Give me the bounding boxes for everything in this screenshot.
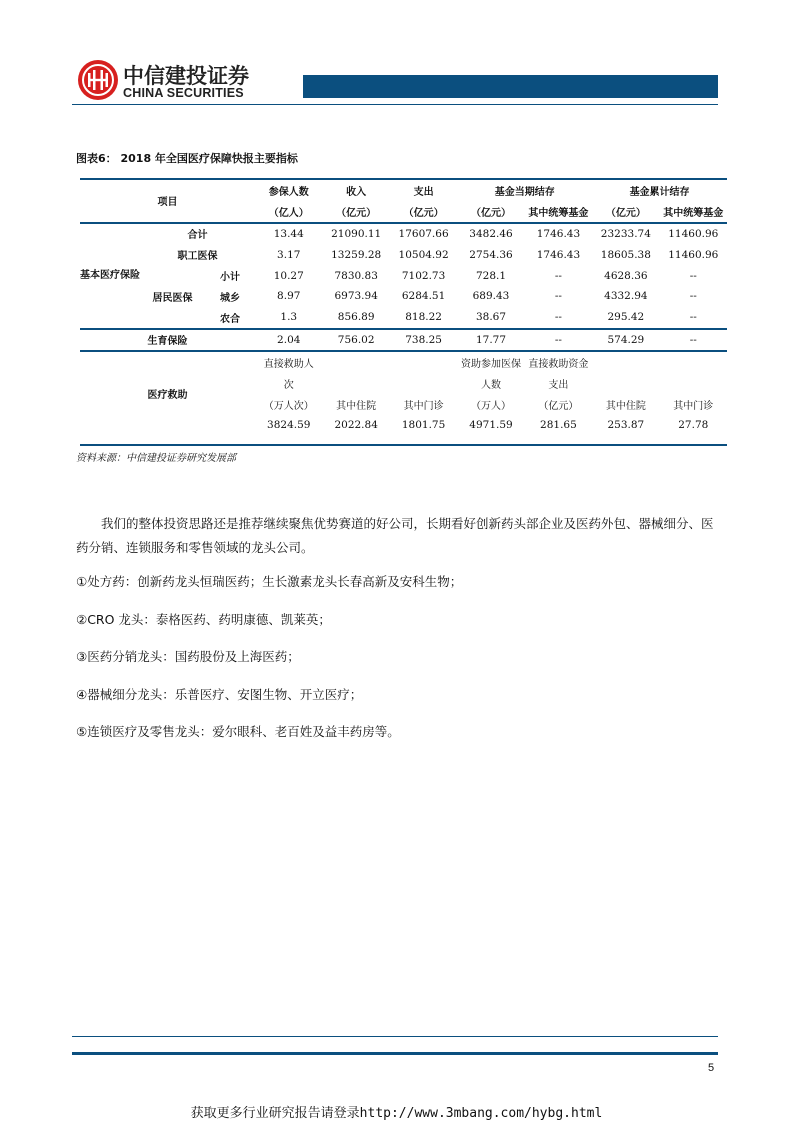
column-header: 参保人数 <box>255 179 322 201</box>
table-row <box>80 265 727 286</box>
table-row <box>80 329 727 352</box>
column-subheader: （亿元） <box>471 207 511 219</box>
header-item: 项目 <box>80 179 255 223</box>
value-cell: 1801.75 <box>401 419 446 432</box>
aid-header <box>660 373 727 394</box>
aid-header: 直接救助资金 <box>525 351 592 373</box>
value-cell: 6973.94 <box>334 290 378 303</box>
header-bar <box>303 75 718 98</box>
value-cell: 18605.38 <box>600 248 651 261</box>
value-cell: -- <box>554 269 562 282</box>
aid-header: 资助参加医保 <box>457 351 524 373</box>
table-row <box>80 179 727 201</box>
value-cell: 2754.36 <box>469 248 513 261</box>
row-label: 小计 <box>220 272 241 284</box>
value-cell: 17607.66 <box>390 223 457 245</box>
logo-text-cn: 中信建投证券 <box>123 64 249 88</box>
aid-header: 其中住院 <box>605 400 646 412</box>
value-cell: 728.1 <box>475 269 507 282</box>
value-cell: 11460.96 <box>668 248 719 261</box>
aid-header: 其中门诊 <box>403 400 444 412</box>
group-label-resident: 居民医保 <box>152 292 193 304</box>
row-label: 职工医保 <box>177 251 218 263</box>
value-cell: 13.44 <box>255 223 322 245</box>
aid-header: （亿元） <box>538 400 579 412</box>
aid-header <box>322 373 389 394</box>
promo-link[interactable]: 获取更多行业研究报告请登录http://www.3mbang.com/hybg.html <box>190 1106 603 1121</box>
row-label: 农合 <box>220 313 241 325</box>
footer-divider <box>72 1036 718 1037</box>
value-cell: 10504.92 <box>398 248 449 261</box>
figure-title: 图表6： 2018 年全国医疗保障快报主要指标 <box>76 152 298 165</box>
value-cell: 23233.74 <box>592 223 659 245</box>
value-cell: 738.25 <box>390 329 457 352</box>
aid-header: 支出 <box>548 380 569 392</box>
value-cell: 11460.96 <box>660 223 727 245</box>
value-cell: 7102.73 <box>401 269 446 282</box>
footer-bar <box>72 1052 718 1055</box>
value-cell: 7830.83 <box>334 269 378 282</box>
column-header: 基金当期结存 <box>457 179 592 201</box>
column-header: 支出 <box>390 179 457 201</box>
aid-header: 次 <box>283 380 294 392</box>
table-row <box>80 244 727 265</box>
column-subheader: 其中统筹基金 <box>663 207 724 219</box>
value-cell: 756.02 <box>322 329 389 352</box>
value-cell: 253.87 <box>607 419 645 432</box>
value-cell: 295.42 <box>607 311 645 324</box>
aid-header: 人数 <box>481 380 501 392</box>
aid-header <box>592 351 659 373</box>
value-cell: 6284.51 <box>401 290 446 303</box>
value-cell: 3.17 <box>277 248 301 261</box>
header-divider <box>72 104 718 105</box>
aid-header: （万人次） <box>263 400 314 412</box>
aid-header <box>390 373 457 394</box>
value-cell: 2022.84 <box>334 419 378 432</box>
aid-header <box>592 373 659 394</box>
figure-source: 资料来源：中信建投证券研究发展部 <box>76 453 236 464</box>
aid-header: 其中住院 <box>336 400 377 412</box>
column-subheader: （亿元） <box>336 207 377 219</box>
value-cell: 2.04 <box>255 329 322 352</box>
list-item: ③医药分销龙头：国药股份及上海医药； <box>76 649 300 664</box>
value-cell: 3482.46 <box>457 223 524 245</box>
value-cell: 10.27 <box>273 269 304 282</box>
value-cell: 281.65 <box>540 419 577 432</box>
list-item: ④器械细分龙头：乐普医疗、安图生物、开立医疗； <box>76 687 363 702</box>
row-label: 生育保险 <box>80 329 255 352</box>
row-label: 城乡 <box>220 292 241 304</box>
aid-header <box>322 351 389 373</box>
value-cell: -- <box>525 329 592 352</box>
list-item: ⑤连锁医疗及零售龙头：爱尔眼科、老百姓及益丰药房等。 <box>76 724 400 739</box>
column-header: 基金累计结存 <box>592 179 727 201</box>
aid-header <box>660 351 727 373</box>
value-cell: 1746.43 <box>536 248 581 261</box>
value-cell: 38.67 <box>475 311 507 324</box>
value-cell: -- <box>689 290 697 303</box>
value-cell: 4332.94 <box>604 290 648 303</box>
aid-header: 直接救助人 <box>255 351 322 373</box>
value-cell: 856.89 <box>337 311 375 324</box>
aid-header: 其中门诊 <box>673 400 714 412</box>
value-cell: 17.77 <box>457 329 524 352</box>
value-cell: 27.78 <box>678 419 709 432</box>
column-subheader: （亿元） <box>403 207 444 219</box>
value-cell: 1.3 <box>280 311 298 324</box>
aid-header <box>390 351 457 373</box>
page-number: 5 <box>708 1062 715 1074</box>
value-cell: -- <box>554 290 562 303</box>
paragraph-intro: 我们的整体投资思路还是推荐继续聚焦优势赛道的好公司，长期看好创新药头部企业及医药外包、器械细分、医药分销、连锁服务和零售领域的龙头公司。 <box>76 516 714 555</box>
value-cell: -- <box>554 311 562 324</box>
column-header: 收入 <box>322 179 389 201</box>
value-cell: 21090.11 <box>322 223 389 245</box>
value-cell: -- <box>689 311 697 324</box>
value-cell: 4971.59 <box>469 419 513 432</box>
column-subheader: （亿人） <box>268 207 309 219</box>
value-cell: 8.97 <box>277 290 301 303</box>
value-cell: 818.22 <box>405 311 442 324</box>
list-item: ①处方药：创新药龙头恒瑞医药；生长激素龙头长春高新及安科生物； <box>76 574 463 589</box>
table-bottom-border <box>80 436 727 445</box>
list-item: ②CRO 龙头：泰格医药、药明康德、凯莱英； <box>76 612 331 627</box>
value-cell: 1746.43 <box>525 223 592 245</box>
insurance-table <box>80 178 727 446</box>
value-cell: 4628.36 <box>604 269 648 282</box>
logo-text-en: CHINA SECURITIES <box>123 86 244 100</box>
table-row <box>80 223 727 245</box>
aid-header: （万人） <box>471 400 511 412</box>
value-cell: 13259.28 <box>331 248 382 261</box>
value-cell: -- <box>660 329 727 352</box>
logo-icon <box>78 60 118 100</box>
row-label-aid: 医疗救助 <box>80 351 255 435</box>
value-cell: 3824.59 <box>267 419 311 432</box>
value-cell: 574.29 <box>592 329 659 352</box>
value-cell: -- <box>689 269 697 282</box>
value-cell: 689.43 <box>472 290 510 303</box>
column-subheader: 其中统筹基金 <box>528 207 589 219</box>
column-subheader: （亿元） <box>605 207 646 219</box>
table-row <box>80 351 727 373</box>
group-label-basic: 基本医疗保险 <box>80 223 140 329</box>
row-label: 合计 <box>140 223 255 245</box>
table-bottom-spacer <box>80 436 727 445</box>
